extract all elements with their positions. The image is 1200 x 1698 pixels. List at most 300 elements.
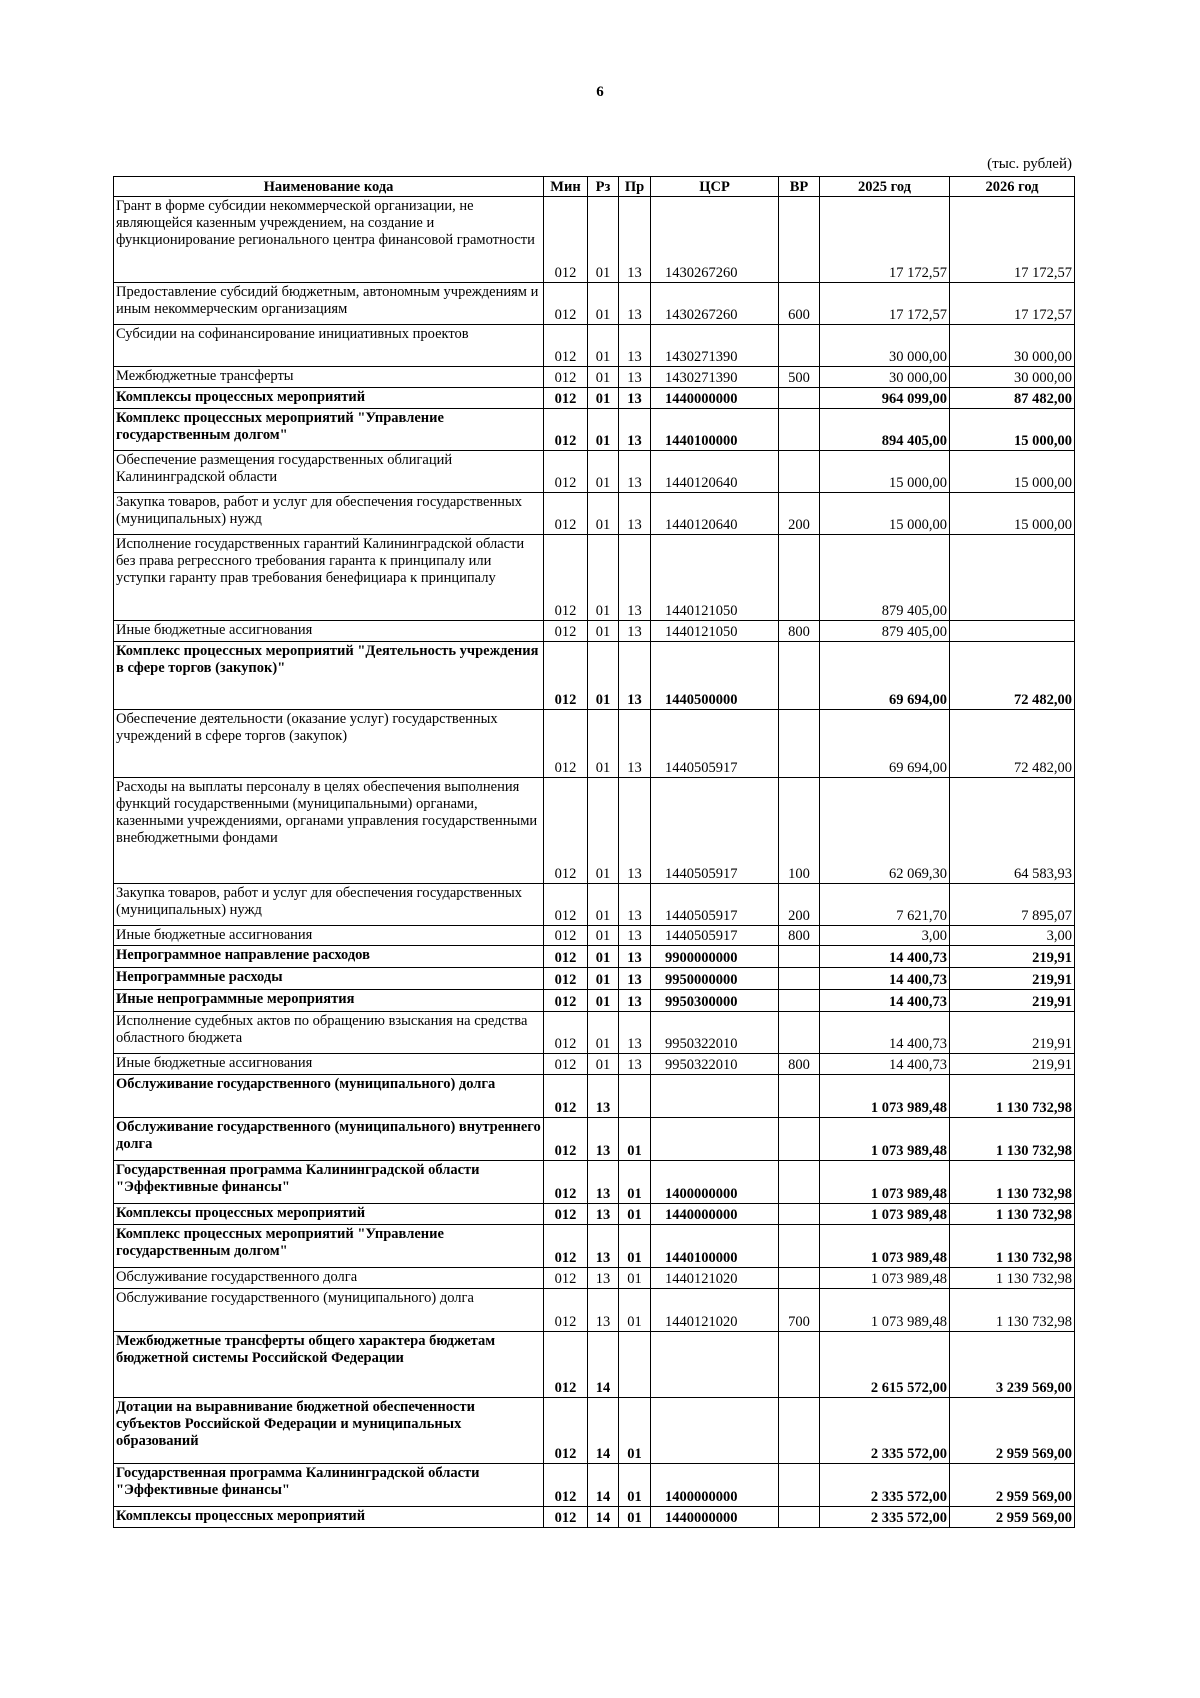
- cell-2026: 72 482,00: [950, 710, 1075, 778]
- cell-2026: 3,00: [950, 926, 1075, 946]
- cell-csr: 9900000000: [651, 946, 779, 968]
- table-row: [114, 990, 1075, 1012]
- cell-rz: 13: [588, 1289, 619, 1332]
- cell-csr: 1440121050: [651, 535, 779, 621]
- cell-csr: 1400000000: [651, 1161, 779, 1204]
- row-label: Межбюджетные трансферты: [116, 368, 294, 384]
- cell-2025: 7 621,70: [820, 884, 950, 926]
- cell-name: [114, 990, 544, 1012]
- cell-csr: 1440100000: [651, 409, 779, 451]
- row-label: Закупка товаров, работ и услуг для обеспечения государственных (муниципальных) нужд: [116, 494, 523, 527]
- row-label: Иные бюджетные ассигнования: [116, 622, 313, 638]
- cell-pr: 01: [619, 1204, 651, 1225]
- table-row: [114, 710, 1075, 778]
- cell-name: [114, 642, 544, 710]
- cell-2025: 17 172,57: [820, 283, 950, 325]
- cell-pr: 13: [619, 1012, 651, 1054]
- table-row: [114, 367, 1075, 388]
- cell-2026: 87 482,00: [950, 388, 1075, 409]
- cell-pr: 13: [619, 388, 651, 409]
- header-2026: 2026 год: [950, 177, 1075, 197]
- cell-2025: 62 069,30: [820, 778, 950, 884]
- cell-name: [114, 1012, 544, 1054]
- cell-2026: 219,91: [950, 946, 1075, 968]
- cell-csr: [651, 1332, 779, 1398]
- cell-min: 012: [544, 493, 588, 535]
- cell-2026: 1 130 732,98: [950, 1204, 1075, 1225]
- cell-min: 012: [544, 325, 588, 367]
- cell-pr: 01: [619, 1118, 651, 1161]
- cell-pr: [619, 1075, 651, 1118]
- cell-name: [114, 325, 544, 367]
- cell-rz: 01: [588, 1054, 619, 1075]
- cell-2025: 30 000,00: [820, 325, 950, 367]
- cell-csr: 1440121020: [651, 1289, 779, 1332]
- cell-2026: [950, 621, 1075, 642]
- cell-min: 012: [544, 1225, 588, 1268]
- cell-vr: 800: [779, 926, 820, 946]
- cell-rz: 14: [588, 1398, 619, 1464]
- header-min: Мин: [544, 177, 588, 197]
- cell-vr: 500: [779, 367, 820, 388]
- cell-vr: [779, 388, 820, 409]
- cell-csr: 1440505917: [651, 884, 779, 926]
- cell-rz: 13: [588, 1204, 619, 1225]
- cell-name: [114, 1507, 544, 1528]
- table-row: [114, 1507, 1075, 1528]
- cell-min: 012: [544, 367, 588, 388]
- cell-rz: 13: [588, 1161, 619, 1204]
- row-label: Иные бюджетные ассигнования: [116, 1055, 313, 1071]
- units-label: (тыс. рублей): [987, 156, 1072, 172]
- cell-pr: 01: [619, 1507, 651, 1528]
- cell-2026: 219,91: [950, 1054, 1075, 1075]
- cell-min: 012: [544, 621, 588, 642]
- table-row: [114, 1204, 1075, 1225]
- cell-pr: 13: [619, 946, 651, 968]
- cell-rz: 01: [588, 990, 619, 1012]
- cell-vr: [779, 710, 820, 778]
- cell-2025: 1 073 989,48: [820, 1225, 950, 1268]
- cell-min: 012: [544, 1398, 588, 1464]
- cell-min: 012: [544, 1054, 588, 1075]
- cell-2025: 879 405,00: [820, 621, 950, 642]
- cell-vr: [779, 1507, 820, 1528]
- cell-2025: 15 000,00: [820, 493, 950, 535]
- table-row: [114, 1398, 1075, 1464]
- cell-2026: 72 482,00: [950, 642, 1075, 710]
- cell-name: [114, 1204, 544, 1225]
- cell-min: 012: [544, 1161, 588, 1204]
- cell-2026: 17 172,57: [950, 197, 1075, 283]
- cell-name: [114, 1398, 544, 1464]
- cell-2025: 2 335 572,00: [820, 1507, 950, 1528]
- cell-2026: 219,91: [950, 990, 1075, 1012]
- cell-csr: [651, 1075, 779, 1118]
- cell-rz: 13: [588, 1118, 619, 1161]
- cell-rz: 01: [588, 968, 619, 990]
- row-label: Дотации на выравнивание бюджетной обеспеченности субъектов Российской Федерации и муниципальных образований: [116, 1399, 475, 1449]
- cell-name: [114, 283, 544, 325]
- cell-pr: 13: [619, 990, 651, 1012]
- cell-rz: 01: [588, 621, 619, 642]
- table-row: [114, 1464, 1075, 1507]
- cell-vr: [779, 1398, 820, 1464]
- cell-vr: 200: [779, 884, 820, 926]
- cell-csr: 1440121020: [651, 1268, 779, 1289]
- cell-2026: 1 130 732,98: [950, 1289, 1075, 1332]
- cell-rz: 01: [588, 535, 619, 621]
- cell-2025: 1 073 989,48: [820, 1204, 950, 1225]
- table-row: [114, 1054, 1075, 1075]
- cell-2025: 1 073 989,48: [820, 1161, 950, 1204]
- cell-2026: 1 130 732,98: [950, 1161, 1075, 1204]
- page-number: 6: [596, 84, 604, 100]
- row-label: Обслуживание государственного (муниципального) долга: [116, 1290, 474, 1306]
- cell-pr: 13: [619, 493, 651, 535]
- cell-name: [114, 1118, 544, 1161]
- row-label: Иные бюджетные ассигнования: [116, 927, 313, 943]
- row-label: Расходы на выплаты персоналу в целях обеспечения выполнения функций государственными (муниципальными) органами, казенными учреждениями, органами управления государственными внебюджетными фондами: [116, 779, 538, 846]
- table-row: [114, 968, 1075, 990]
- cell-csr: 9950300000: [651, 990, 779, 1012]
- cell-name: [114, 710, 544, 778]
- cell-pr: 13: [619, 778, 651, 884]
- cell-pr: 13: [619, 968, 651, 990]
- cell-2026: 2 959 569,00: [950, 1507, 1075, 1528]
- cell-csr: 1440100000: [651, 1225, 779, 1268]
- cell-name: [114, 367, 544, 388]
- cell-2025: 3,00: [820, 926, 950, 946]
- cell-2025: 14 400,73: [820, 968, 950, 990]
- cell-rz: 01: [588, 778, 619, 884]
- table-row: [114, 409, 1075, 451]
- row-label: Обеспечение деятельности (оказание услуг) государственных учреждений в сфере торгов (закупок): [116, 711, 498, 744]
- row-label: Комплекс процессных мероприятий "Деятельность учреждения в сфере торгов (закупок)": [116, 643, 539, 676]
- cell-vr: [779, 1012, 820, 1054]
- row-label: Иные непрограммные мероприятия: [116, 991, 355, 1007]
- header-pr: Пр: [619, 177, 651, 197]
- cell-2026: 1 130 732,98: [950, 1268, 1075, 1289]
- cell-rz: 14: [588, 1507, 619, 1528]
- cell-min: 012: [544, 778, 588, 884]
- cell-min: 012: [544, 642, 588, 710]
- table-row: [114, 778, 1075, 884]
- cell-name: [114, 926, 544, 946]
- cell-2025: 894 405,00: [820, 409, 950, 451]
- cell-csr: [651, 1118, 779, 1161]
- table-row: [114, 493, 1075, 535]
- cell-min: 012: [544, 1332, 588, 1398]
- cell-name: [114, 1075, 544, 1118]
- cell-vr: [779, 451, 820, 493]
- table-row: [114, 1289, 1075, 1332]
- table-row: [114, 884, 1075, 926]
- row-label: Исполнение судебных актов по обращению взыскания на средства областного бюджета: [116, 1013, 528, 1046]
- cell-min: 012: [544, 283, 588, 325]
- table-row: [114, 1332, 1075, 1398]
- cell-csr: 9950322010: [651, 1012, 779, 1054]
- table-row: [114, 1225, 1075, 1268]
- row-label: Государственная программа Калининградской области "Эффективные финансы": [116, 1162, 480, 1195]
- cell-pr: 13: [619, 283, 651, 325]
- cell-vr: [779, 409, 820, 451]
- cell-2025: 2 335 572,00: [820, 1464, 950, 1507]
- cell-csr: 1440000000: [651, 1507, 779, 1528]
- cell-rz: 13: [588, 1268, 619, 1289]
- cell-2025: 69 694,00: [820, 642, 950, 710]
- cell-pr: 13: [619, 884, 651, 926]
- row-label: Закупка товаров, работ и услуг для обеспечения государственных (муниципальных) нужд: [116, 885, 523, 918]
- cell-rz: 01: [588, 493, 619, 535]
- cell-vr: [779, 1075, 820, 1118]
- row-label: Субсидии на софинансирование инициативных проектов: [116, 326, 469, 342]
- cell-2025: 69 694,00: [820, 710, 950, 778]
- cell-min: 012: [544, 1075, 588, 1118]
- row-label: Комплексы процессных мероприятий: [116, 1205, 366, 1221]
- table-row: [114, 388, 1075, 409]
- row-label: Межбюджетные трансферты общего характера бюджетам бюджетной системы Российской Федерации: [116, 1333, 496, 1366]
- cell-2026: 15 000,00: [950, 409, 1075, 451]
- cell-pr: 13: [619, 409, 651, 451]
- cell-2026: 2 959 569,00: [950, 1464, 1075, 1507]
- cell-2025: 964 099,00: [820, 388, 950, 409]
- row-label: Исполнение государственных гарантий Калининградской области без права регрессного требования гаранта к принципалу или уступки гаранту прав требования бенефициара к принципалу: [116, 536, 525, 586]
- cell-name: [114, 778, 544, 884]
- cell-pr: 01: [619, 1289, 651, 1332]
- cell-2025: 1 073 989,48: [820, 1075, 950, 1118]
- cell-csr: 1440505917: [651, 778, 779, 884]
- cell-pr: 13: [619, 710, 651, 778]
- row-label: Обслуживание государственного (муниципального) долга: [116, 1076, 496, 1092]
- cell-csr: 1440121050: [651, 621, 779, 642]
- cell-2026: 64 583,93: [950, 778, 1075, 884]
- cell-rz: 01: [588, 946, 619, 968]
- cell-csr: 1430271390: [651, 325, 779, 367]
- cell-vr: [779, 642, 820, 710]
- cell-pr: 13: [619, 367, 651, 388]
- cell-name: [114, 388, 544, 409]
- cell-2026: [950, 535, 1075, 621]
- cell-2026: 15 000,00: [950, 451, 1075, 493]
- cell-rz: 14: [588, 1332, 619, 1398]
- cell-2025: 14 400,73: [820, 946, 950, 968]
- cell-pr: 01: [619, 1161, 651, 1204]
- row-label: Непрограммные расходы: [116, 969, 283, 985]
- cell-min: 012: [544, 197, 588, 283]
- cell-pr: 01: [619, 1268, 651, 1289]
- cell-vr: [779, 1464, 820, 1507]
- cell-name: [114, 968, 544, 990]
- cell-name: [114, 451, 544, 493]
- table-row: [114, 535, 1075, 621]
- cell-rz: 01: [588, 451, 619, 493]
- cell-2026: 1 130 732,98: [950, 1075, 1075, 1118]
- cell-pr: 13: [619, 535, 651, 621]
- cell-vr: 800: [779, 1054, 820, 1075]
- cell-min: 012: [544, 710, 588, 778]
- cell-2025: 2 335 572,00: [820, 1398, 950, 1464]
- cell-pr: 01: [619, 1464, 651, 1507]
- cell-vr: [779, 1332, 820, 1398]
- cell-min: 012: [544, 926, 588, 946]
- header-vr: ВР: [779, 177, 820, 197]
- row-label: Обслуживание государственного (муниципального) внутреннего долга: [116, 1119, 541, 1152]
- cell-pr: 13: [619, 1054, 651, 1075]
- row-label: Обслуживание государственного долга: [116, 1269, 358, 1285]
- row-label: Комплекс процессных мероприятий "Управление государственным долгом": [116, 1226, 444, 1259]
- cell-name: [114, 1225, 544, 1268]
- cell-csr: 1440120640: [651, 493, 779, 535]
- table-header-row: [114, 177, 1075, 197]
- cell-min: 012: [544, 968, 588, 990]
- cell-2025: 879 405,00: [820, 535, 950, 621]
- row-label: Комплексы процессных мероприятий: [116, 389, 366, 405]
- cell-2025: 14 400,73: [820, 990, 950, 1012]
- cell-rz: 01: [588, 884, 619, 926]
- cell-2026: 30 000,00: [950, 367, 1075, 388]
- cell-name: [114, 621, 544, 642]
- cell-vr: [779, 1118, 820, 1161]
- table-row: [114, 1268, 1075, 1289]
- cell-rz: 14: [588, 1464, 619, 1507]
- cell-csr: 1430267260: [651, 283, 779, 325]
- cell-vr: 200: [779, 493, 820, 535]
- cell-min: 012: [544, 1268, 588, 1289]
- cell-min: 012: [544, 1012, 588, 1054]
- cell-pr: 13: [619, 451, 651, 493]
- cell-2026: 1 130 732,98: [950, 1118, 1075, 1161]
- cell-min: 012: [544, 388, 588, 409]
- cell-vr: [779, 535, 820, 621]
- cell-csr: 1430271390: [651, 367, 779, 388]
- cell-vr: [779, 946, 820, 968]
- header-name: Наименование кода: [114, 177, 544, 197]
- cell-2025: 2 615 572,00: [820, 1332, 950, 1398]
- row-label: Предоставление субсидий бюджетным, автономным учреждениям и иным некоммерческим организациям: [116, 284, 539, 317]
- cell-vr: [779, 1268, 820, 1289]
- cell-min: 012: [544, 1464, 588, 1507]
- cell-name: [114, 946, 544, 968]
- cell-min: 012: [544, 1204, 588, 1225]
- cell-rz: 01: [588, 283, 619, 325]
- cell-rz: 01: [588, 325, 619, 367]
- table-row: [114, 1075, 1075, 1118]
- cell-min: 012: [544, 990, 588, 1012]
- cell-2026: 3 239 569,00: [950, 1332, 1075, 1398]
- cell-vr: [779, 325, 820, 367]
- table-row: [114, 621, 1075, 642]
- cell-name: [114, 535, 544, 621]
- cell-csr: 1440500000: [651, 642, 779, 710]
- cell-name: [114, 1332, 544, 1398]
- cell-min: 012: [544, 884, 588, 926]
- cell-rz: 01: [588, 409, 619, 451]
- cell-pr: 01: [619, 1225, 651, 1268]
- cell-rz: 01: [588, 388, 619, 409]
- cell-2026: 7 895,07: [950, 884, 1075, 926]
- cell-name: [114, 197, 544, 283]
- table-row: [114, 283, 1075, 325]
- cell-vr: [779, 1225, 820, 1268]
- cell-csr: 1440120640: [651, 451, 779, 493]
- cell-2025: 30 000,00: [820, 367, 950, 388]
- cell-2025: 1 073 989,48: [820, 1268, 950, 1289]
- cell-2025: 14 400,73: [820, 1054, 950, 1075]
- cell-vr: 600: [779, 283, 820, 325]
- cell-vr: [779, 197, 820, 283]
- cell-rz: 01: [588, 1012, 619, 1054]
- cell-pr: 13: [619, 642, 651, 710]
- table-row: [114, 1012, 1075, 1054]
- cell-2025: 14 400,73: [820, 1012, 950, 1054]
- table-row: [114, 642, 1075, 710]
- cell-pr: 13: [619, 325, 651, 367]
- cell-name: [114, 1464, 544, 1507]
- cell-min: 012: [544, 1289, 588, 1332]
- row-label: Непрограммное направление расходов: [116, 947, 370, 963]
- header-rz: Рз: [588, 177, 619, 197]
- cell-rz: 13: [588, 1075, 619, 1118]
- cell-rz: 13: [588, 1225, 619, 1268]
- row-label: Комплекс процессных мероприятий "Управление государственным долгом": [116, 410, 444, 443]
- cell-name: [114, 1054, 544, 1075]
- cell-2026: 219,91: [950, 1012, 1075, 1054]
- cell-2026: 219,91: [950, 968, 1075, 990]
- cell-pr: [619, 1332, 651, 1398]
- row-label: Обеспечение размещения государственных облигаций Калининградской области: [116, 452, 453, 485]
- cell-2026: 30 000,00: [950, 325, 1075, 367]
- table-row: [114, 325, 1075, 367]
- cell-min: 012: [544, 946, 588, 968]
- cell-2026: 17 172,57: [950, 283, 1075, 325]
- row-label: Государственная программа Калининградской области "Эффективные финансы": [116, 1465, 480, 1498]
- cell-rz: 01: [588, 710, 619, 778]
- cell-2026: 15 000,00: [950, 493, 1075, 535]
- cell-2026: 1 130 732,98: [950, 1225, 1075, 1268]
- cell-rz: 01: [588, 642, 619, 710]
- row-label: Комплексы процессных мероприятий: [116, 1508, 366, 1524]
- cell-pr: 13: [619, 926, 651, 946]
- cell-2025: 1 073 989,48: [820, 1118, 950, 1161]
- cell-min: 012: [544, 451, 588, 493]
- cell-pr: 13: [619, 197, 651, 283]
- cell-name: [114, 409, 544, 451]
- cell-pr: 01: [619, 1398, 651, 1464]
- cell-min: 012: [544, 1118, 588, 1161]
- table-row: [114, 451, 1075, 493]
- cell-vr: [779, 968, 820, 990]
- table-row: [114, 946, 1075, 968]
- cell-rz: 01: [588, 197, 619, 283]
- cell-vr: [779, 990, 820, 1012]
- cell-name: [114, 1161, 544, 1204]
- cell-name: [114, 1268, 544, 1289]
- table-row: [114, 1118, 1075, 1161]
- header-2025: 2025 год: [820, 177, 950, 197]
- cell-csr: 9950322010: [651, 1054, 779, 1075]
- cell-2025: 1 073 989,48: [820, 1289, 950, 1332]
- table-row: [114, 926, 1075, 946]
- budget-table: [113, 176, 1075, 1528]
- cell-csr: 1400000000: [651, 1464, 779, 1507]
- cell-vr: 100: [779, 778, 820, 884]
- cell-rz: 01: [588, 926, 619, 946]
- cell-csr: [651, 1398, 779, 1464]
- cell-min: 012: [544, 1507, 588, 1528]
- cell-2025: 15 000,00: [820, 451, 950, 493]
- table-row: [114, 1161, 1075, 1204]
